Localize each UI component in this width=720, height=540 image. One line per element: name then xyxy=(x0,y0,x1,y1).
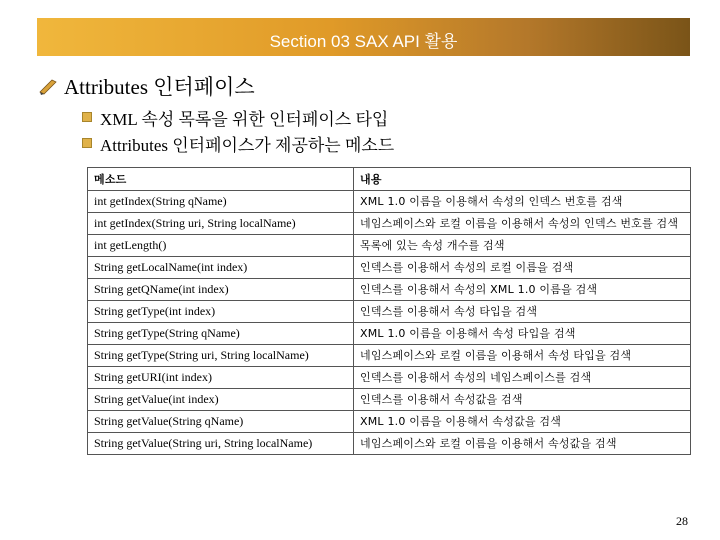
column-header-description: 내용 xyxy=(354,168,691,191)
square-bullet-icon xyxy=(82,138,92,148)
header-band xyxy=(37,18,690,56)
description-cell: 네임스페이스와 로컬 이름을 이용해서 속성 타입을 검색 xyxy=(354,345,691,367)
table-row xyxy=(88,279,691,301)
description-cell: 인덱스를 이용해서 속성 타입을 검색 xyxy=(354,301,691,323)
method-cell: String getQName(int index) xyxy=(88,279,354,301)
method-cell: int getIndex(String qName) xyxy=(88,191,354,213)
bullet-text: Attributes 인터페이스가 제공하는 메소드 xyxy=(100,135,395,155)
method-cell: String getLocalName(int index) xyxy=(88,257,354,279)
description-cell: XML 1.0 이름을 이용해서 속성 타입을 검색 xyxy=(354,323,691,345)
slide-section-title: Section 03 SAX API 활용 xyxy=(269,32,458,51)
table-row xyxy=(88,213,691,235)
methods-table xyxy=(87,167,691,455)
description-cell: 네임스페이스와 로컬 이름을 이용해서 속성값을 검색 xyxy=(354,433,691,455)
table-row xyxy=(88,433,691,455)
description-cell: 인덱스를 이용해서 속성의 네임스페이스를 검색 xyxy=(354,367,691,389)
description-cell: 인덱스를 이용해서 속성의 XML 1.0 이름을 검색 xyxy=(354,279,691,301)
pen-icon xyxy=(38,76,58,96)
bullet-list xyxy=(82,104,394,156)
square-bullet-icon xyxy=(82,112,92,122)
table-header-row xyxy=(88,168,691,191)
description-cell: XML 1.0 이름을 이용해서 속성의 인덱스 번호를 검색 xyxy=(354,191,691,213)
column-header-method: 메소드 xyxy=(88,168,354,191)
method-cell: String getType(String qName) xyxy=(88,323,354,345)
table-row xyxy=(88,345,691,367)
heading-text: Attributes 인터페이스 xyxy=(64,75,255,99)
bullet-text: XML 속성 목록을 위한 인터페이스 타입 xyxy=(100,109,389,129)
page-number: 28 xyxy=(676,514,688,528)
description-cell: 목록에 있는 속성 개수를 검색 xyxy=(354,235,691,257)
bullet-item xyxy=(82,104,394,130)
table-row xyxy=(88,257,691,279)
method-cell: String getURI(int index) xyxy=(88,367,354,389)
table-row xyxy=(88,411,691,433)
method-cell: int getLength() xyxy=(88,235,354,257)
table-row xyxy=(88,235,691,257)
method-cell: String getValue(String qName) xyxy=(88,411,354,433)
method-cell: String getType(String uri, String localName) xyxy=(88,345,354,367)
method-cell: String getValue(int index) xyxy=(88,389,354,411)
table-row xyxy=(88,389,691,411)
bullet-item xyxy=(82,130,394,156)
table-row xyxy=(88,323,691,345)
table-row xyxy=(88,301,691,323)
description-cell: 인덱스를 이용해서 속성의 로컬 이름을 검색 xyxy=(354,257,691,279)
method-cell: int getIndex(String uri, String localName) xyxy=(88,213,354,235)
table-row xyxy=(88,367,691,389)
description-cell: XML 1.0 이름을 이용해서 속성값을 검색 xyxy=(354,411,691,433)
method-cell: String getValue(String uri, String localName) xyxy=(88,433,354,455)
description-cell: 네임스페이스와 로컬 이름을 이용해서 속성의 인덱스 번호를 검색 xyxy=(354,213,691,235)
method-cell: String getType(int index) xyxy=(88,301,354,323)
description-cell: 인덱스를 이용해서 속성값을 검색 xyxy=(354,389,691,411)
main-heading xyxy=(38,71,255,101)
table-row xyxy=(88,191,691,213)
